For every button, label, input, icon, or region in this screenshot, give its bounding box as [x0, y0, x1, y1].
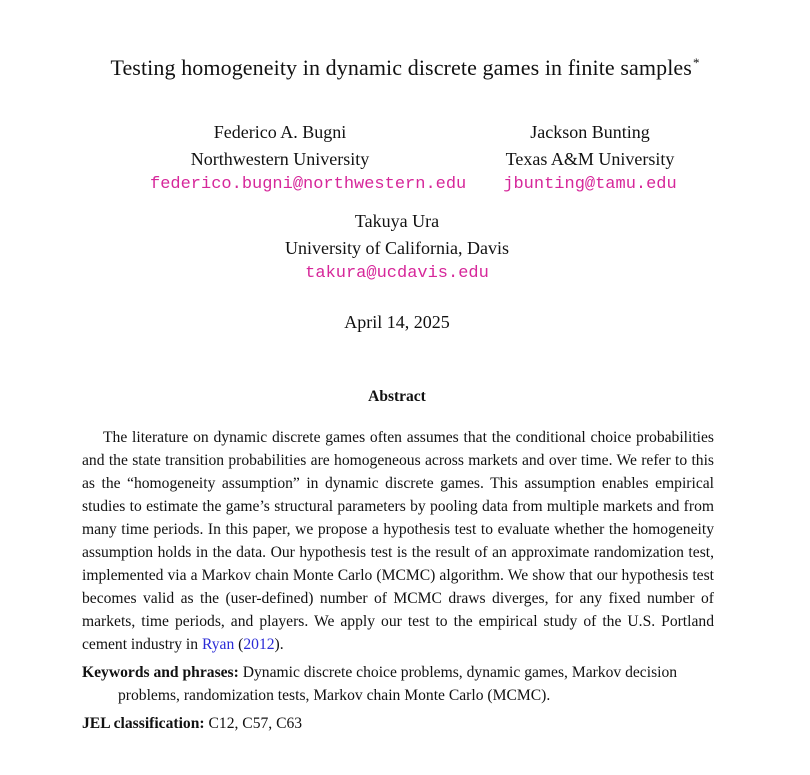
- citation-author-link[interactable]: Ryan: [201, 636, 235, 653]
- paper-title: [0, 55, 810, 81]
- author-affiliation: Northwestern University: [190, 148, 370, 169]
- paper-date: April 14, 2025: [344, 312, 450, 332]
- keywords-text: Dynamic discrete choice problems, dynamic games, Markov decision problems, randomization tests, Markov chain Monte Carlo (MCMC).: [118, 664, 678, 704]
- abstract-text: [82, 426, 714, 656]
- author-block-3: [247, 208, 547, 288]
- title-footnote-mark[interactable]: *: [692, 55, 700, 70]
- author-block-1: [150, 119, 467, 199]
- abstract-heading: Abstract: [368, 388, 426, 405]
- author-block-2: [480, 119, 700, 199]
- author-affiliation: Texas A&M University: [505, 148, 675, 169]
- abstract-body: The literature on dynamic discrete games often assumes that the conditional choice probabilities and the state transition probabilities are homogeneous across markets and over time. We refer to this as the “homogeneity assumption” in dynamic discrete games. This assumption enables empirical studies to estimate the game’s structural parameters by pooling data from multiple markets and from many time periods. In this paper, we propose a hypothesis test to evaluate whether the homogeneity assumption holds in the data. Our hypothesis test is the result of an approximate randomization test, implemented via a Markov chain Monte Carlo (MCMC) algorithm. We show that our hypothesis test becomes valid as the (user-defined) number of MCMC draws diverges, for any fixed number of markets, time periods, and players. We apply our test to the empirical study of the U.S. Portland cement industry in: [82, 429, 714, 653]
- author-name: Jackson Bunting: [530, 122, 650, 142]
- author-affiliation: University of California, Davis: [285, 237, 509, 258]
- author-name: Federico A. Bugni: [213, 122, 347, 142]
- keywords-paragraph: [82, 661, 714, 707]
- jel-text: C12, C57, C63: [208, 715, 303, 732]
- citation-year-link[interactable]: 2012: [243, 636, 275, 653]
- jel-paragraph: [82, 712, 714, 735]
- jel-label: JEL classification:: [82, 715, 205, 732]
- author-email-link[interactable]: federico.bugni@northwestern.edu: [150, 175, 467, 194]
- author-email-link[interactable]: jbunting@tamu.edu: [503, 175, 677, 194]
- citation-open: (: [234, 636, 244, 653]
- author-email-link[interactable]: takura@ucdavis.edu: [305, 264, 489, 283]
- author-name: Takuya Ura: [354, 211, 440, 231]
- paper-title-text: Testing homogeneity in dynamic discrete games in finite samples: [110, 55, 692, 80]
- citation-close: ).: [274, 636, 284, 653]
- keywords-label: Keywords and phrases:: [82, 664, 239, 681]
